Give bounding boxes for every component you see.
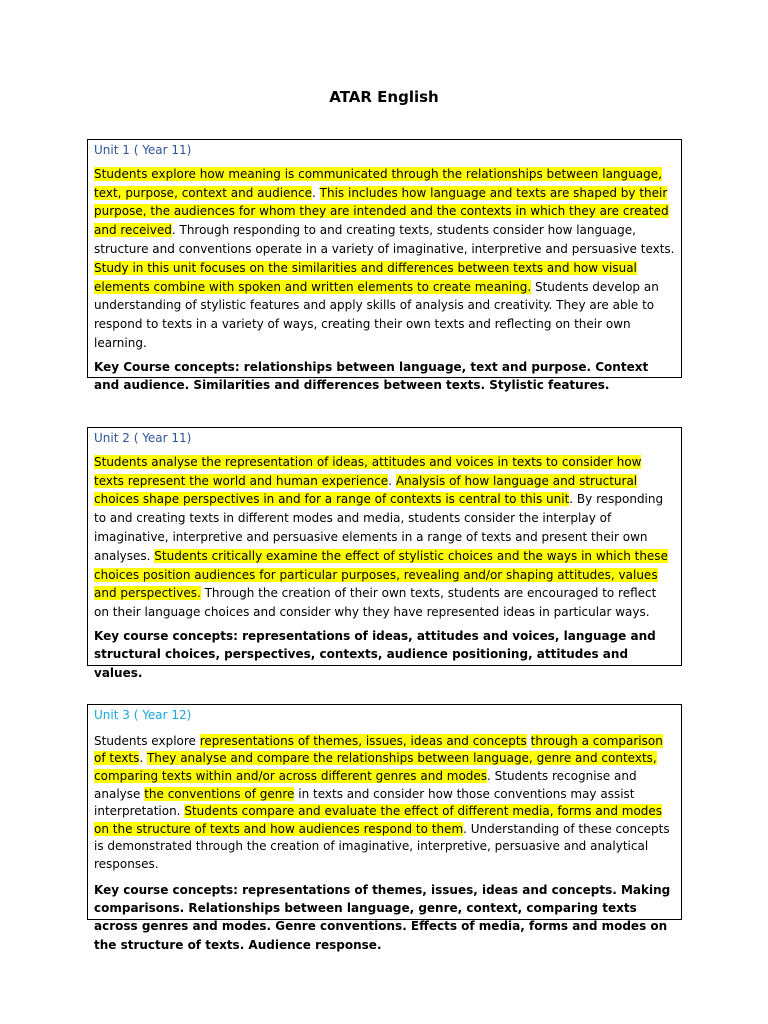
unit-1-box — [87, 139, 682, 393]
unit-2-box — [87, 427, 682, 680]
text-run: . Students recognise and analyse — [94, 768, 637, 801]
highlighted-text: This includes how language and texts are shaped by their purpose, the audiences for whom they are intended and the contexts in which they are created and received — [94, 185, 669, 238]
text-run: Students explore — [94, 733, 200, 748]
highlighted-text: Study in this unit focuses on the similarities and differences between texts and how visual elements combine with spoken and written elements to create meaning. — [94, 260, 637, 294]
text-run: Students develop an understanding of stylistic features and apply skills of analysis and creativity. They are able to respond to texts in a variety of ways, creating their own texts and reflecting on their own learning. — [94, 279, 659, 350]
text-run: . — [312, 185, 320, 200]
highlighted-text: Students compare and evaluate the effect of different media, forms and modes on the structure of texts and how audiences respond to them — [94, 804, 663, 836]
document-title: ATAR English — [329, 88, 439, 106]
text-run: Through the creation of their own texts, students are encouraged to reflect on their language choices and consider why they have represented ideas in particular ways. — [94, 586, 657, 620]
highlighted-text: Students explore how meaning is communicated through the relationships between language, text, purpose, context and audience — [94, 166, 662, 200]
unit-2-heading: Unit 2 ( Year 11) — [94, 431, 192, 445]
unit-2-key-concepts: Key course concepts: representations of ideas, attitudes and voices, language and structural choices, perspectives, contexts, audience positioning, attitudes and values. — [94, 628, 656, 680]
unit-1-heading: Unit 1 ( Year 11) — [94, 143, 192, 157]
text-run: . Understanding of these concepts is demonstrated through the creation of imaginative, interpretive, persuasive and analytical responses. — [94, 821, 670, 871]
text-run: . — [388, 473, 396, 488]
highlighted-text: Students analyse the representation of ideas, attitudes and voices in texts to consider how texts represent the world and human experience — [94, 454, 642, 488]
text-run: . — [139, 751, 147, 766]
text-run: in texts and consider how those conventions may assist interpretation. — [94, 786, 635, 819]
text-run: . Through responding to and creating texts, students consider how language, structure and conventions operate in a variety of imaginative, interpretive and persuasive texts. — [94, 223, 675, 256]
unit-3-heading: Unit 3 ( Year 12) — [94, 708, 192, 722]
unit-3-key-concepts: Key course concepts: representations of themes, issues, ideas and concepts. Making comparisons. Relationships between language, genre, context, comparing texts across genres and modes. Genre conventions. Effects of media, forms and modes on the structure of texts. Audience response. — [94, 882, 671, 952]
unit-1-key-concepts: Key Course concepts: relationships between language, text and purpose. Context and audience. Similarities and differences between texts. Stylistic features. — [94, 359, 649, 393]
highlighted-text: through a comparison of texts — [94, 733, 663, 766]
text-run: . By responding to and creating texts in different modes and media, students consider the interplay of imaginative, interpretive and persuasive elements in a range of texts and present their own analyses. — [94, 492, 664, 563]
highlighted-text: the conventions of genre — [144, 786, 295, 801]
highlighted-text: They analyse and compare the relationships between language, genre and contexts, comparing texts within and/or across different genres and modes — [94, 751, 657, 783]
highlighted-text: Analysis of how language and structural choices shape perspectives in and for a range of contexts is central to this unit — [94, 473, 638, 507]
unit-1-description — [94, 165, 675, 353]
highlighted-text: representations of themes, issues, ideas and concepts — [199, 733, 527, 748]
highlighted-text: Students critically examine the effect of stylistic choices and the ways in which these choices position audiences for particular purposes, revealing and/or shaping attitudes, values and perspectives. — [94, 548, 668, 601]
unit-2-description — [94, 453, 675, 622]
unit-3-description — [94, 733, 675, 874]
unit-3-box — [87, 704, 682, 952]
